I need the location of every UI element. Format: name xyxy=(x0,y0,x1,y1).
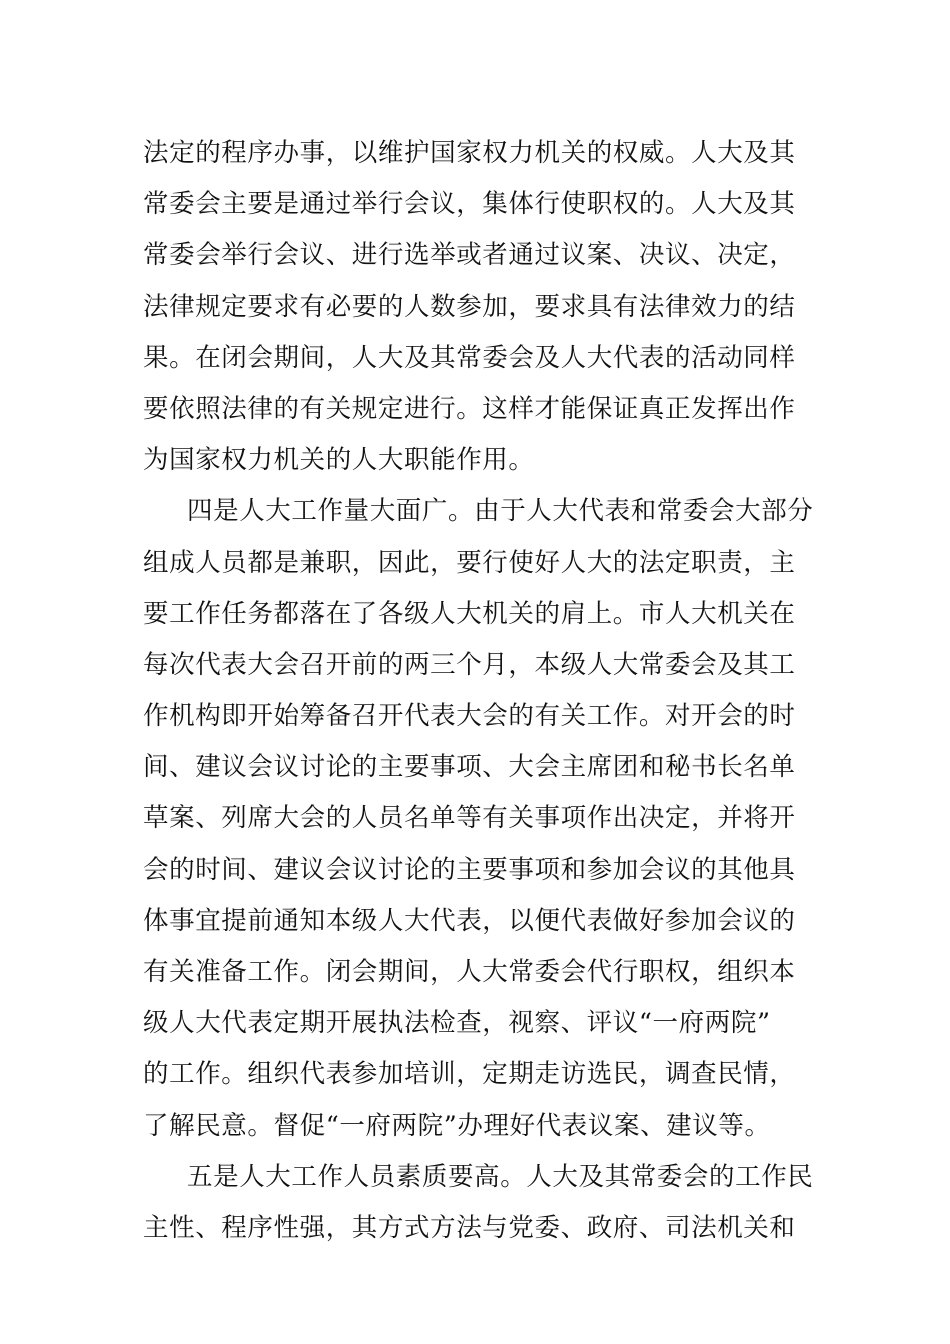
text-line: 有关准备工作。闭会期间，人大常委会代行职权，组织本 xyxy=(143,957,796,987)
text-line: 法律规定要求有必要的人数参加，要求具有法律效力的结 xyxy=(143,291,796,322)
text-line: 作机构即开始筹备召开代表大会的有关工作。对开会的时 xyxy=(143,701,796,732)
text-line: 四是人大工作量大面广。由于人大代表和常委会大部分 xyxy=(187,496,814,527)
text-line: 常委会举行会议、进行选举或者通过议案、决议、决定， xyxy=(143,240,796,271)
text-line: 每次代表大会召开前的两三个月，本级人大常委会及其工 xyxy=(143,649,796,680)
document-body xyxy=(143,128,814,1254)
text-line: 了解民意。督促“一府两院”办理好代表议案、建议等。 xyxy=(143,1110,771,1141)
text-line: 主性、程序性强，其方式方法与党委、政府、司法机关和 xyxy=(143,1212,796,1243)
text-line: 常委会主要是通过举行会议，集体行使职权的。人大及其 xyxy=(143,189,796,220)
text-line: 五是人大工作人员素质要高。人大及其常委会的工作民 xyxy=(187,1161,814,1192)
text-line: 草案、列席大会的人员名单等有关事项作出决定，并将开 xyxy=(143,803,796,834)
text-line: 要依照法律的有关规定进行。这样才能保证真正发挥出作 xyxy=(143,393,796,424)
text-line: 法定的程序办事，以维护国家权力机关的权威。人大及其 xyxy=(143,138,796,168)
text-line: 果。在闭会期间，人大及其常委会及人大代表的活动同样 xyxy=(143,342,796,373)
text-line: 组成人员都是兼职，因此，要行使好人大的法定职责，主 xyxy=(143,547,796,578)
text-line: 会的时间、建议会议讨论的主要事项和参加会议的其他具 xyxy=(143,854,796,885)
text-line: 体事宜提前通知本级人大代表，以便代表做好参加会议的 xyxy=(143,905,796,936)
text-line: 级人大代表定期开展执法检查，视察、评议“一府两院” xyxy=(143,1008,771,1039)
paragraph-five xyxy=(143,1152,814,1254)
text-line: 间、建议会议讨论的主要事项、大会主席团和秘书长名单 xyxy=(143,752,796,783)
text-line: 要工作任务都落在了各级人大机关的肩上。市人大机关在 xyxy=(143,598,796,629)
text-line: 为国家权力机关的人大职能作用。 xyxy=(143,445,535,476)
text-line: 的工作。组织代表参加培训，定期走访选民，调查民情， xyxy=(143,1059,796,1090)
paragraph-continued xyxy=(143,128,809,486)
paragraph-four xyxy=(143,486,814,1151)
